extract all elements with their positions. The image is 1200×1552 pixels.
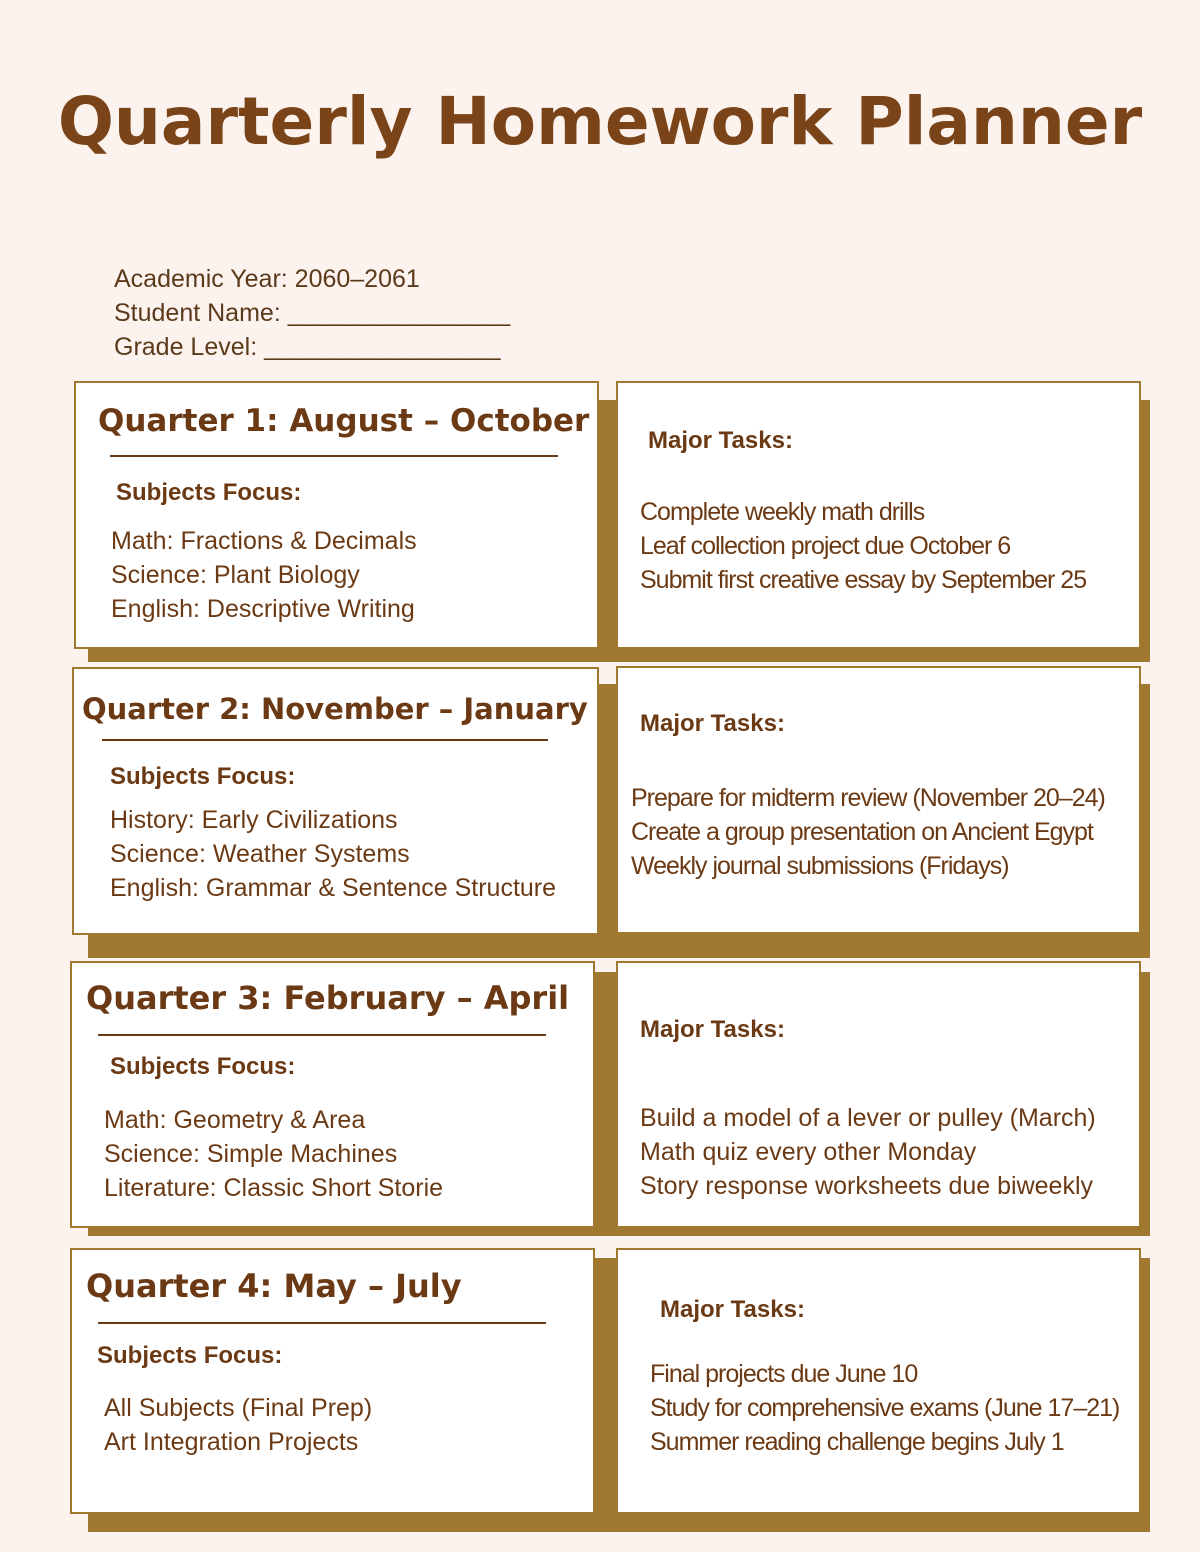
quarter-3-subjects-card: [70, 961, 595, 1228]
quarter-1-title: Quarter 1: August – October: [98, 403, 590, 439]
list-item: Story response worksheets due biweekly: [640, 1172, 1094, 1200]
quarter-4-subjects-card: [70, 1248, 595, 1514]
quarter-2-subjects-card: [72, 667, 599, 935]
quarter-4-subjects-label: Subjects Focus:: [97, 1342, 283, 1369]
quarter-3-subjects-label: Subjects Focus:: [110, 1053, 296, 1080]
quarter-1-subjects-card: [74, 381, 599, 649]
grade-level-field: Grade Level: _________________: [114, 333, 501, 361]
quarter-1-tasks-label: Major Tasks:: [648, 427, 793, 454]
list-item: Summer reading challenge begins July 1: [650, 1428, 1064, 1456]
list-item: Final projects due June 10: [650, 1360, 918, 1388]
quarter-4-title-underline: [98, 1322, 546, 1324]
list-item: Submit first creative essay by September 25: [640, 566, 1087, 594]
list-item: Math quiz every other Monday: [640, 1138, 977, 1166]
list-item: Literature: Classic Short Storie: [104, 1174, 444, 1202]
quarter-2-tasks-list: [631, 781, 1105, 883]
quarter-2-tasks-card: [616, 666, 1141, 934]
quarter-1-tasks-card: [616, 381, 1141, 649]
student-info: [114, 262, 510, 364]
quarter-2-tasks-label: Major Tasks:: [640, 710, 785, 737]
list-item: Leaf collection project due October 6: [640, 532, 1011, 560]
quarter-1-title-underline: [110, 455, 558, 457]
list-item: Math: Geometry & Area: [104, 1106, 366, 1134]
student-name-field: Student Name: ________________: [114, 299, 511, 327]
quarter-1-tasks-list: [640, 495, 1086, 597]
quarter-1-subjects-label: Subjects Focus:: [116, 479, 302, 506]
quarter-1-subjects-list: [111, 524, 417, 626]
quarter-4-tasks-list: [650, 1357, 1119, 1459]
list-item: History: Early Civilizations: [110, 806, 398, 834]
quarter-2-title: Quarter 2: November – January: [82, 692, 588, 726]
quarter-2-subjects-label: Subjects Focus:: [110, 763, 296, 790]
list-item: English: Descriptive Writing: [111, 595, 415, 623]
list-item: Science: Weather Systems: [110, 840, 410, 868]
quarter-2-title-underline: [102, 739, 548, 741]
quarter-3-title-underline: [98, 1034, 546, 1036]
quarter-3-tasks-card: [616, 961, 1141, 1228]
list-item: Complete weekly math drills: [640, 498, 925, 526]
quarter-2-subjects-list: [110, 803, 556, 905]
list-item: Science: Plant Biology: [111, 561, 360, 589]
list-item: Build a model of a lever or pulley (March): [640, 1104, 1096, 1132]
quarter-3-subjects-list: [104, 1103, 443, 1205]
quarter-3-tasks-list: [640, 1101, 1096, 1203]
list-item: Art Integration Projects: [104, 1428, 359, 1456]
academic-year: Academic Year: 2060–2061: [114, 265, 420, 293]
list-item: Science: Simple Machines: [104, 1140, 398, 1168]
list-item: Create a group presentation on Ancient Egypt: [631, 818, 1093, 846]
list-item: Weekly journal submissions (Fridays): [631, 852, 1009, 880]
list-item: Study for comprehensive exams (June 17–21): [650, 1394, 1120, 1422]
quarter-4-tasks-card: [616, 1248, 1141, 1514]
list-item: Prepare for midterm review (November 20–24): [631, 784, 1105, 812]
quarter-4-subjects-list: [104, 1391, 372, 1459]
quarter-3-tasks-label: Major Tasks:: [640, 1016, 785, 1043]
list-item: All Subjects (Final Prep): [104, 1394, 373, 1422]
quarter-4-title: Quarter 4: May – July: [86, 1267, 462, 1305]
list-item: English: Grammar & Sentence Structure: [110, 874, 557, 902]
quarter-3-title: Quarter 3: February – April: [86, 979, 570, 1017]
quarter-4-tasks-label: Major Tasks:: [660, 1296, 805, 1323]
list-item: Math: Fractions & Decimals: [111, 527, 417, 555]
page-title: Quarterly Homework Planner: [57, 83, 1143, 160]
